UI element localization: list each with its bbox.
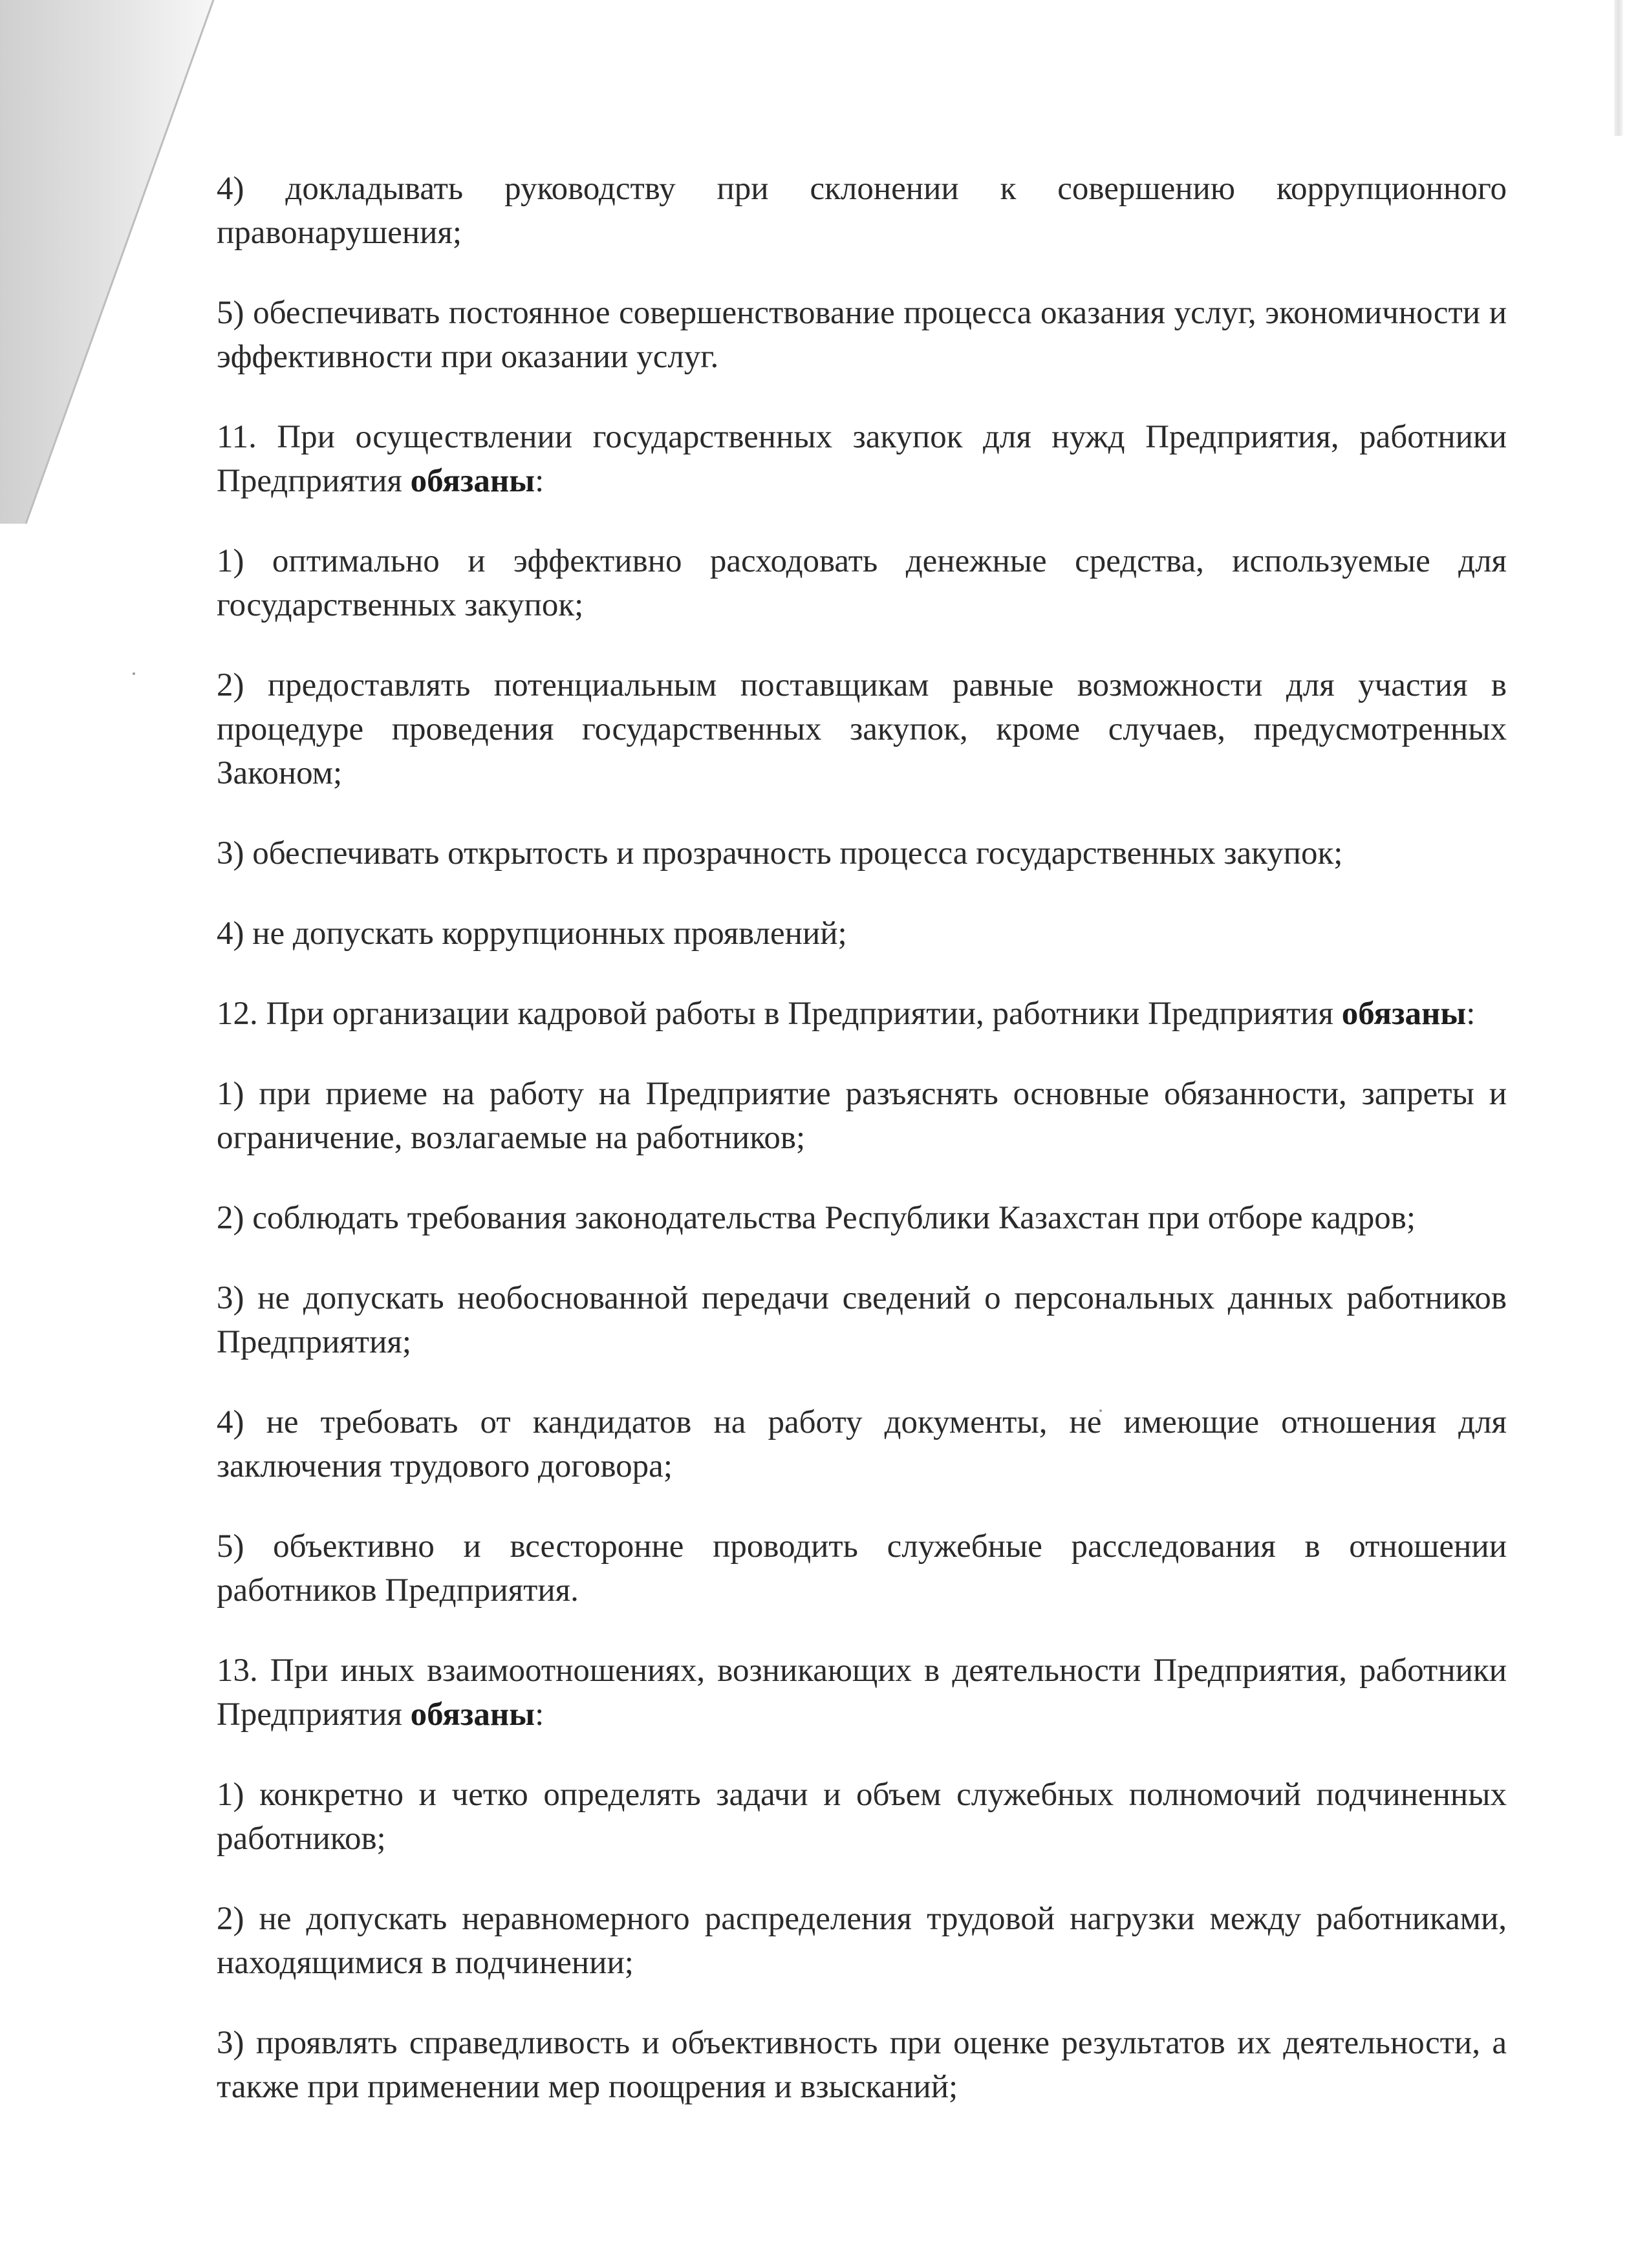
- paragraph-13-2: 2) не допускать неравномерного распределения трудовой нагрузки между работниками, находящимися в подчинении;: [217, 1901, 1507, 1981]
- paragraph-13-1: 1) конкретно и четко определять задачи и объем служебных полномочий подчиненных работников;: [217, 1777, 1507, 1857]
- scan-speck: [133, 672, 135, 675]
- paragraph-12-3: 3) не допускать необоснованной передачи сведений о персональных данных работников Предприятия;: [217, 1280, 1507, 1360]
- paragraph-11-3: 3) обеспечивать открытость и прозрачность процесса государственных закупок;: [217, 835, 1343, 872]
- paragraph-11-4: 4) не допускать коррупционных проявлений;: [217, 915, 847, 952]
- paragraph-4-report: 4) докладывать руководству при склонении к совершению коррупционного правонарушения;: [217, 171, 1507, 251]
- paragraph-12-intro: 12. При организации кадровой работы в Предприятии, работники Предприятия обязаны:: [217, 996, 1476, 1032]
- paragraph-13-intro: 13. При иных взаимоотношениях, возникающих в деятельности Предприятия, работники Предприятия обязаны:: [217, 1653, 1507, 1733]
- scan-shadow-artifact: [0, 0, 220, 530]
- paragraph-12-4: 4) не требовать от кандидатов на работу документы, не имеющие отношения для заключения трудового договора;: [217, 1404, 1507, 1484]
- document-body: [217, 167, 1507, 2145]
- paragraph-13-3: 3) проявлять справедливость и объективность при оценке результатов их деятельности, а также при применении мер поощрения и взысканий;: [217, 2025, 1507, 2105]
- paragraph-11-intro: 11. При осуществлении государственных закупок для нужд Предприятия, работники Предприятия обязаны:: [217, 419, 1507, 499]
- paragraph-12-2: 2) соблюдать требования законодательства Республики Казахстан при отборе кадров;: [217, 1200, 1416, 1236]
- paragraph-11-1: 1) оптимально и эффективно расходовать денежные средства, используемые для государственных закупок;: [217, 543, 1507, 623]
- paragraph-12-1: 1) при приеме на работу на Предприятие разъяснять основные обязанности, запреты и ограничение, возлагаемые на работников;: [217, 1076, 1507, 1156]
- scan-edge-artifact: [1614, 0, 1623, 136]
- paragraph-11-2: 2) предоставлять потенциальным поставщикам равные возможности для участия в процедуре проведения государственных закупок, кроме случаев, предусмотренных Законом;: [217, 667, 1507, 791]
- paragraph-5-improve: 5) обеспечивать постоянное совершенствование процесса оказания услуг, экономичности и эффективности при оказании услуг.: [217, 295, 1507, 375]
- paragraph-12-5: 5) объективно и всесторонне проводить служебные расследования в отношении работников Предприятия.: [217, 1528, 1507, 1609]
